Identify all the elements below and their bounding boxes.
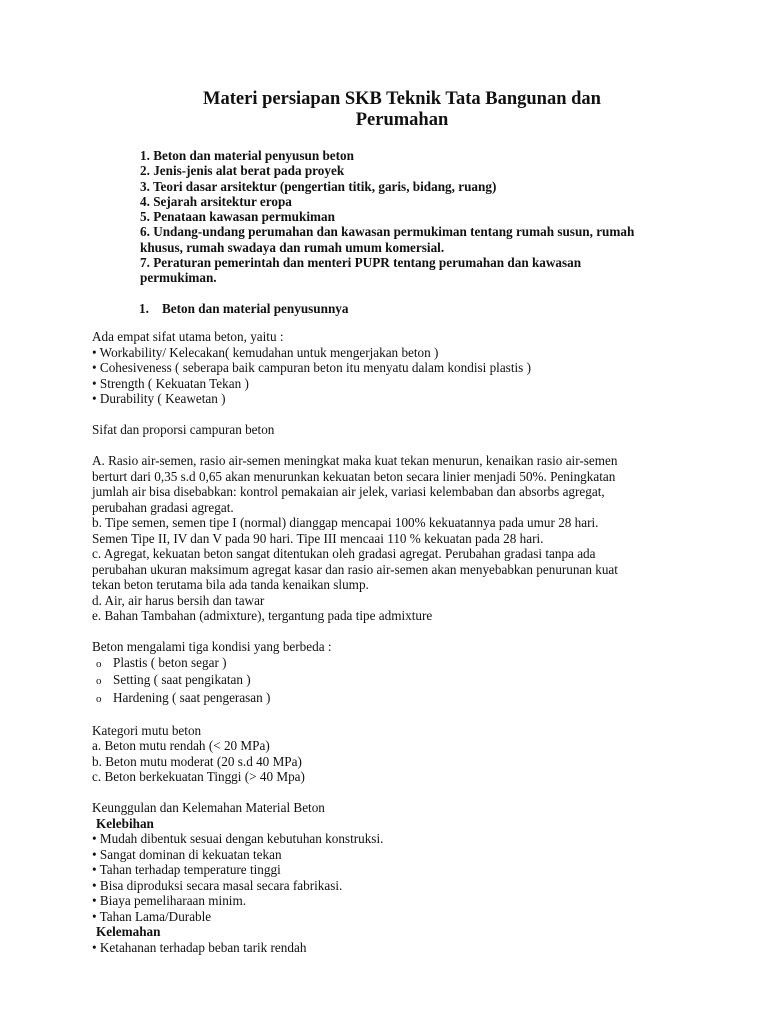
proporsi-line: b. Tipe semen, semen tipe I (normal) dianggap mencapai 100% kekuatannya pada umur 28 hari. [92, 515, 599, 530]
title-line: Perumahan [355, 110, 449, 130]
kondisi-item: o Setting ( saat pengikatan ) [92, 672, 682, 690]
circle-bullet-icon: o [96, 675, 102, 687]
section-number: 1. [139, 301, 149, 316]
topic-item: 2. Jenis-jenis alat berat pada proyek [140, 163, 345, 179]
topic-item: 3. Teori dasar arsitektur (pengertian titik, garis, bidang, ruang) [140, 178, 497, 194]
topic-item: 6. Undang-undang perumahan dan kawasan permukiman tentang rumah susun, rumah [140, 224, 635, 240]
proporsi-line: A. Rasio air-semen, rasio air-semen meningkat maka kuat tekan menurun, kenaikan rasio air-semen [92, 453, 618, 468]
topic-item: 1. Beton dan material penyusun beton [140, 148, 354, 163]
topic-list [140, 148, 690, 286]
proporsi-line: perubahan gradasi agregat. [92, 499, 234, 515]
circle-bullet-icon: o [96, 657, 102, 670]
proporsi-line: Semen Tipe II, IV dan V pada 90 hari. Tipe III mencaai 110 % kekuatan pada 28 hari. [92, 530, 544, 546]
proporsi-heading: Sifat dan proporsi campuran beton [92, 422, 275, 437]
section-title: Beton dan material penyusunnya [162, 301, 349, 316]
sifat-item: • Workability/ Kelecakan( kemudahan untuk mengerjakan beton ) [92, 344, 439, 360]
kelebihan-item: • Tahan terhadap temperature tinggi [92, 862, 281, 877]
document-title [92, 89, 712, 131]
section-heading [139, 301, 349, 316]
proporsi-line: c. Agregat, kekuatan beton sangat ditentukan oleh gradasi agregat. Perubahan gradasi tanpa ada [92, 546, 596, 561]
mutu-item: a. Beton mutu rendah (< 20 MPa) [92, 738, 270, 753]
kondisi-item: o Hardening ( saat pengerasan ) [92, 690, 682, 708]
proporsi-line: tekan beton terutama bila ada tanda kenaikan slump. [92, 577, 369, 592]
kelebihan-item: • Sangat dominan di kekuatan tekan [92, 846, 282, 862]
sifat-item: • Strength ( Kekuatan Tekan ) [92, 375, 249, 391]
sifat-intro: Ada empat sifat utama beton, yaitu : [92, 329, 284, 344]
proporsi-line: perubahan ukuran maksimum agregat kasar dan rasio air-semen akan menyebabkan penurunan kuat [92, 561, 618, 577]
sifat-item: • Durability ( Keawetan ) [92, 391, 226, 406]
mutu-heading: Kategori mutu beton [92, 722, 202, 738]
mutu-item: b. Beton mutu moderat (20 s.d 40 MPa) [92, 753, 302, 769]
proporsi-line: d. Air, air harus bersih dan tawar [92, 592, 265, 608]
sifat-item: • Cohesiveness ( seberapa baik campuran beton itu menyatu dalam kondisi plastis ) [92, 360, 531, 375]
kelebihan-item: • Mudah dibentuk sesuai dengan kebutuhan konstruksi. [92, 831, 384, 846]
kelebihan-label: Kelebihan [96, 815, 154, 831]
topic-item: 4. Sejarah arsitektur eropa [140, 193, 292, 209]
topic-item: khusus, rumah swadaya dan rumah umum komersial. [140, 239, 445, 255]
circle-bullet-icon: o [96, 692, 102, 705]
title-line: Materi persiapan SKB Teknik Tata Bangunan dan [203, 89, 601, 109]
proporsi-line: e. Bahan Tambahan (admixture), tergantung pada tipe admixture [92, 608, 433, 623]
kelebihan-item: • Bisa diproduksi secara masal secara fabrikasi. [92, 877, 343, 893]
kondisi-item: o Plastis ( beton segar ) [92, 655, 682, 673]
proporsi-line: berturt dari 0,35 s.d 0,65 akan menurunkan kekuatan beton secara linier menjadi 50%. Peningkatan [92, 468, 616, 484]
kelemahan-item: • Ketahanan terhadap beban tarik rendah [92, 939, 307, 955]
kondisi-intro: Beton mengalami tiga kondisi yang berbeda : [92, 639, 332, 654]
kelemahan-label: Kelemahan [96, 924, 161, 939]
section-body [92, 329, 682, 955]
kelebihan-item: • Biaya pemeliharaan minim. [92, 893, 247, 908]
topic-item: 5. Penataan kawasan permukiman [140, 209, 335, 225]
kelebihan-item: • Tahan Lama/Durable [92, 908, 212, 924]
keunggulan-heading: Keunggulan dan Kelemahan Material Beton [92, 800, 325, 815]
mutu-item: c. Beton berkekuatan Tinggi (> 40 Mpa) [92, 769, 305, 784]
proporsi-line: jumlah air bisa disebabkan: kontrol pemakaian air jelek, variasi kelembaban dan absorbs agregat, [92, 484, 605, 499]
topic-item: permukiman. [140, 270, 217, 286]
topic-item: 7. Peraturan pemerintah dan menteri PUPR tentang perumahan dan kawasan [140, 255, 582, 271]
